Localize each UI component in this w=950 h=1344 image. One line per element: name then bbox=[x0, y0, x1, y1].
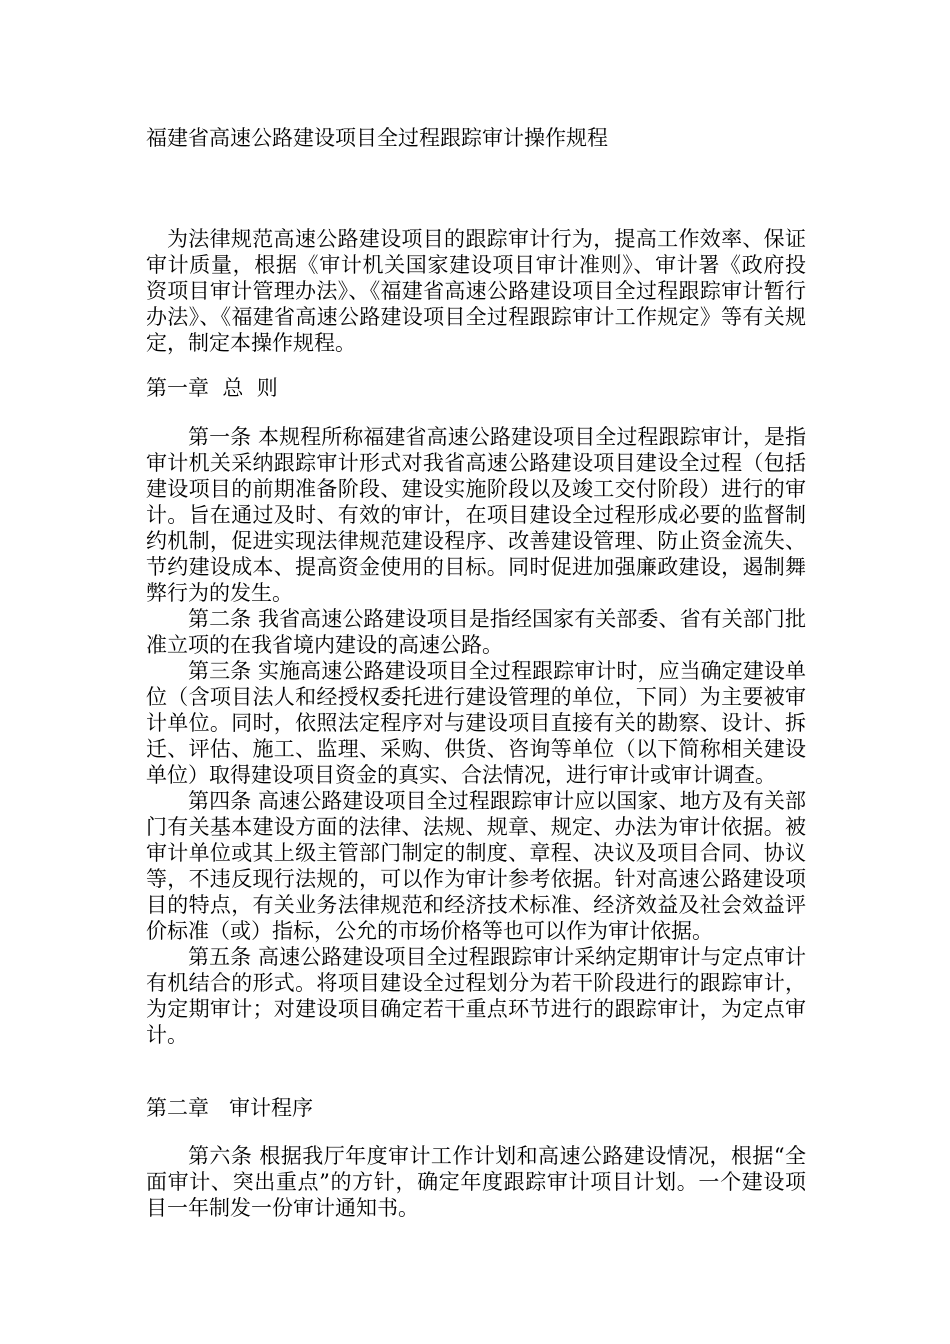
article-6: 第六条 根据我厅年度审计工作计划和高速公路建设情况，根据“全面审计、突出重点”的方针，确定年度跟踪审计项目计划。一个建设项目一年制发一份审计通知书。 bbox=[146, 1144, 806, 1220]
article-4: 第四条 高速公路建设项目全过程跟踪审计应以国家、地方及有关部门有关基本建设方面的法律、法规、规章、规定、办法为审计依据。被审计单位或其上级主管部门制定的制度、章程、决议及项目合同、协议等，不违反现行法规的，可以作为审计参考依据。针对高速公路建设项目的特点，有关业务法律规范和经济技术标准、经济效益及社会效益评价标准（或）指标，公允的市场价格等也可以作为审计依据。 bbox=[146, 789, 806, 943]
article-2: 第二条 我省高速公路建设项目是指经国家有关部委、省有关部门批准立项的在我省境内建设的高速公路。 bbox=[146, 607, 806, 657]
chapter-2-body bbox=[146, 1143, 806, 1221]
article-1: 第一条 本规程所称福建省高速公路建设项目全过程跟踪审计，是指审计机关采纳跟踪审计形式对我省高速公路建设项目建设全过程（包括建设项目的前期准备阶段、建设实施阶段以及竣工交付阶段）进行的审计。旨在通过及时、有效的审计，在项目建设全过程形成必要的监督制约机制，促进实现法律规范建设程序、改善建设管理、防止资金流失、节约建设成本、提高资金使用的目标。同时促进加强廉政建设，遏制舞弊行为的发生。 bbox=[146, 425, 806, 605]
intro-section bbox=[146, 226, 806, 356]
chapter-1-heading: 第一章 总 则 bbox=[146, 376, 278, 400]
chapter-2-heading: 第二章 审计程序 bbox=[146, 1096, 314, 1120]
intro-paragraph: 为法律规范高速公路建设项目的跟踪审计行为，提高工作效率、保证审计质量，根据《审计机关国家建设项目审计准则》、审计署《政府投资项目审计管理办法》、《福建省高速公路建设项目全过程跟踪审计暂行办法》、《福建省高速公路建设项目全过程跟踪审计工作规定》等有关规定，制定本操作规程。 bbox=[146, 227, 806, 355]
article-5: 第五条 高速公路建设项目全过程跟踪审计采纳定期审计与定点审计有机结合的形式。将项目建设全过程划分为若干阶段进行的跟踪审计，为定期审计；对建设项目确定若干重点环节进行的跟踪审计，为定点审计。 bbox=[146, 945, 806, 1047]
article-3: 第三条 实施高速公路建设项目全过程跟踪审计时，应当确定建设单位（含项目法人和经授权委托进行建设管理的单位，下同）为主要被审计单位。同时，依照法定程序对与建设项目直接有关的勘察、设计、拆迁、评估、施工、监理、采购、供货、咨询等单位（以下简称相关建设单位）取得建设项目资金的真实、合法情况，进行审计或审计调查。 bbox=[146, 659, 806, 787]
chapter-1-body bbox=[146, 424, 806, 1048]
document-title: 福建省高速公路建设项目全过程跟踪审计操作规程 bbox=[146, 126, 608, 150]
